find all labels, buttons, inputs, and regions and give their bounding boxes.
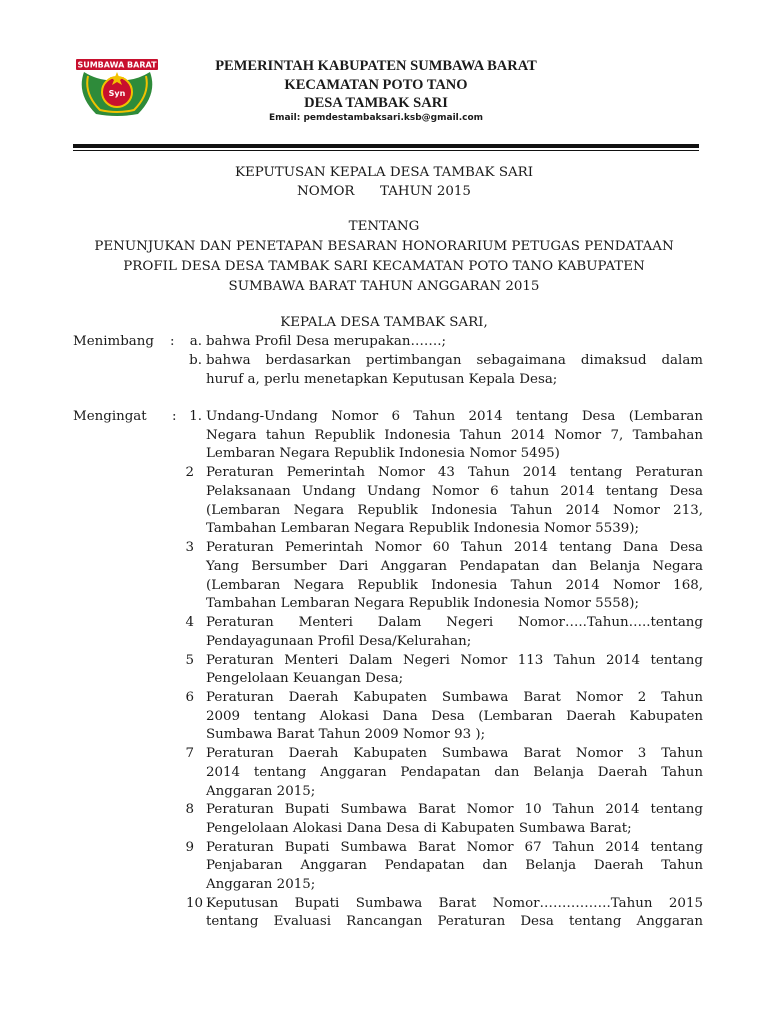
mengingat-line: Peraturan Pemerintah Nomor 43 Tahun 2014 tentang Peraturan (206, 465, 703, 480)
letterhead-district: KECAMATAN POTO TANO (284, 77, 468, 93)
mengingat-line: Peraturan Pemerintah Nomor 60 Tahun 2014 tentang Dana Desa (206, 540, 703, 555)
menimbang-colon: : (170, 334, 175, 349)
decree-tentang: TENTANG (348, 219, 420, 234)
mengingat-line: Negara tahun Republik Indonesia Tahun 2014 Nomor 7, Tambahan (206, 428, 703, 443)
mengingat-marker: 7 (185, 746, 194, 761)
logo-seal-text: Syn (108, 89, 126, 98)
decree-subject-line: SUMBAWA BARAT TAHUN ANGGARAN 2015 (228, 279, 540, 294)
mengingat-line: Pengelolaan Alokasi Dana Desa di Kabupaten Sumbawa Barat; (206, 821, 632, 836)
mengingat-line: Sumbawa Barat Tahun 2009 Nomor 93 ); (206, 727, 486, 742)
mengingat-marker: 5 (185, 653, 194, 668)
mengingat-line: Pendayagunaan Profil Desa/Kelurahan; (206, 634, 472, 649)
mengingat-line: Anggaran 2015; (206, 877, 316, 892)
mengingat-marker: 9 (185, 840, 194, 855)
mengingat-line: Peraturan Daerah Kabupaten Sumbawa Barat Nomor 2 Tahun (206, 690, 703, 705)
letterhead-village: DESA TAMBAK SARI (304, 95, 448, 111)
letterhead-divider-thin (73, 150, 699, 151)
mengingat-line: 2014 tentang Anggaran Pendapatan dan Belanja Daerah Tahun (206, 765, 703, 780)
regency-emblem-logo (74, 58, 160, 118)
letterhead-divider-thick (73, 144, 699, 148)
mengingat-line: Peraturan Menteri Dalam Negeri Nomor 113 Tahun 2014 tentang (206, 653, 703, 668)
mengingat-line: (Lembaran Negara Republik Indonesia Tahun 2014 Nomor 213, (206, 503, 703, 518)
mengingat-marker: 4 (185, 615, 194, 630)
logo-banner-text: SUMBAWA BARAT (77, 60, 157, 70)
mengingat-line: (Lembaran Negara Republik Indonesia Tahun 2014 Nomor 168, (206, 578, 703, 593)
mengingat-colon: : (172, 409, 177, 424)
mengingat-line: Peraturan Daerah Kabupaten Sumbawa Barat Nomor 3 Tahun (206, 746, 703, 761)
mengingat-marker: 10 (185, 896, 203, 911)
mengingat-line: Yang Bersumber Dari Anggaran Pendapatan dan Belanja Negara (206, 559, 703, 574)
decree-subject-line: PENUNJUKAN DAN PENETAPAN BESARAN HONORARIUM PETUGAS PENDATAAN (94, 239, 674, 254)
mengingat-line: Peraturan Menteri Dalam Negeri Nomor…..Tahun…..tentang (206, 615, 703, 630)
mengingat-line: Pelaksanaan Undang Undang Nomor 6 tahun 2014 tentang Desa (206, 484, 703, 499)
decree-title: KEPUTUSAN KEPALA DESA TAMBAK SARI (234, 165, 534, 180)
decree-subject-line: PROFIL DESA DESA TAMBAK SARI KECAMATAN POTO TANO KABUPATEN (123, 259, 645, 274)
mengingat-line: 2009 tentang Alokasi Dana Desa (Lembaran Daerah Kabupaten (206, 709, 703, 724)
menimbang-line: bahwa berdasarkan pertimbangan sebagaimana dimaksud dalam (206, 353, 703, 368)
mengingat-line: Lembaran Negara Republik Indonesia Nomor 5495) (206, 446, 560, 461)
mengingat-marker: 1. (189, 409, 202, 424)
mengingat-line: Pengelolaan Keuangan Desa; (206, 671, 404, 686)
mengingat-line: Anggaran 2015; (206, 784, 316, 799)
mengingat-line: Peraturan Bupati Sumbawa Barat Nomor 10 Tahun 2014 tentang (206, 802, 703, 817)
mengingat-line: Undang-Undang Nomor 6 Tahun 2014 tentang Desa (Lembaran (206, 409, 703, 424)
mengingat-line: Penjabaran Anggaran Pendapatan dan Belanja Daerah Tahun (206, 858, 703, 873)
mengingat-marker: 6 (185, 690, 194, 705)
mengingat-line: Keputusan Bupati Sumbawa Barat Nomor…………….Tahun 2015 (206, 896, 703, 911)
menimbang-marker: a. (189, 334, 202, 349)
mengingat-marker: 2 (185, 465, 194, 480)
mengingat-line: Tambahan Lembaran Negara Republik Indonesia Nomor 5558); (206, 596, 639, 611)
mengingat-label: Mengingat (73, 409, 147, 424)
mengingat-marker: 8 (185, 802, 194, 817)
mengingat-line: tentang Evaluasi Rancangan Peraturan Desa tentang Anggaran (206, 914, 703, 929)
menimbang-line: huruf a, perlu menetapkan Keputusan Kepala Desa; (206, 372, 558, 387)
decree-number: NOMOR TAHUN 2015 (297, 184, 471, 199)
mengingat-line: Peraturan Bupati Sumbawa Barat Nomor 67 Tahun 2014 tentang (206, 840, 703, 855)
mengingat-marker: 3 (185, 540, 194, 555)
menimbang-marker: b. (189, 353, 202, 368)
letterhead-government: PEMERINTAH KABUPATEN SUMBAWA BARAT (215, 58, 537, 74)
letterhead-email: Email: pemdestambaksari.ksb@gmail.com (268, 113, 484, 123)
menimbang-label: Menimbang (73, 334, 154, 349)
menimbang-line: bahwa Profil Desa merupakan…….; (206, 334, 447, 349)
mengingat-line: Tambahan Lembaran Negara Republik Indonesia Nomor 5539); (206, 521, 639, 536)
decree-issuer: KEPALA DESA TAMBAK SARI, (280, 315, 488, 330)
